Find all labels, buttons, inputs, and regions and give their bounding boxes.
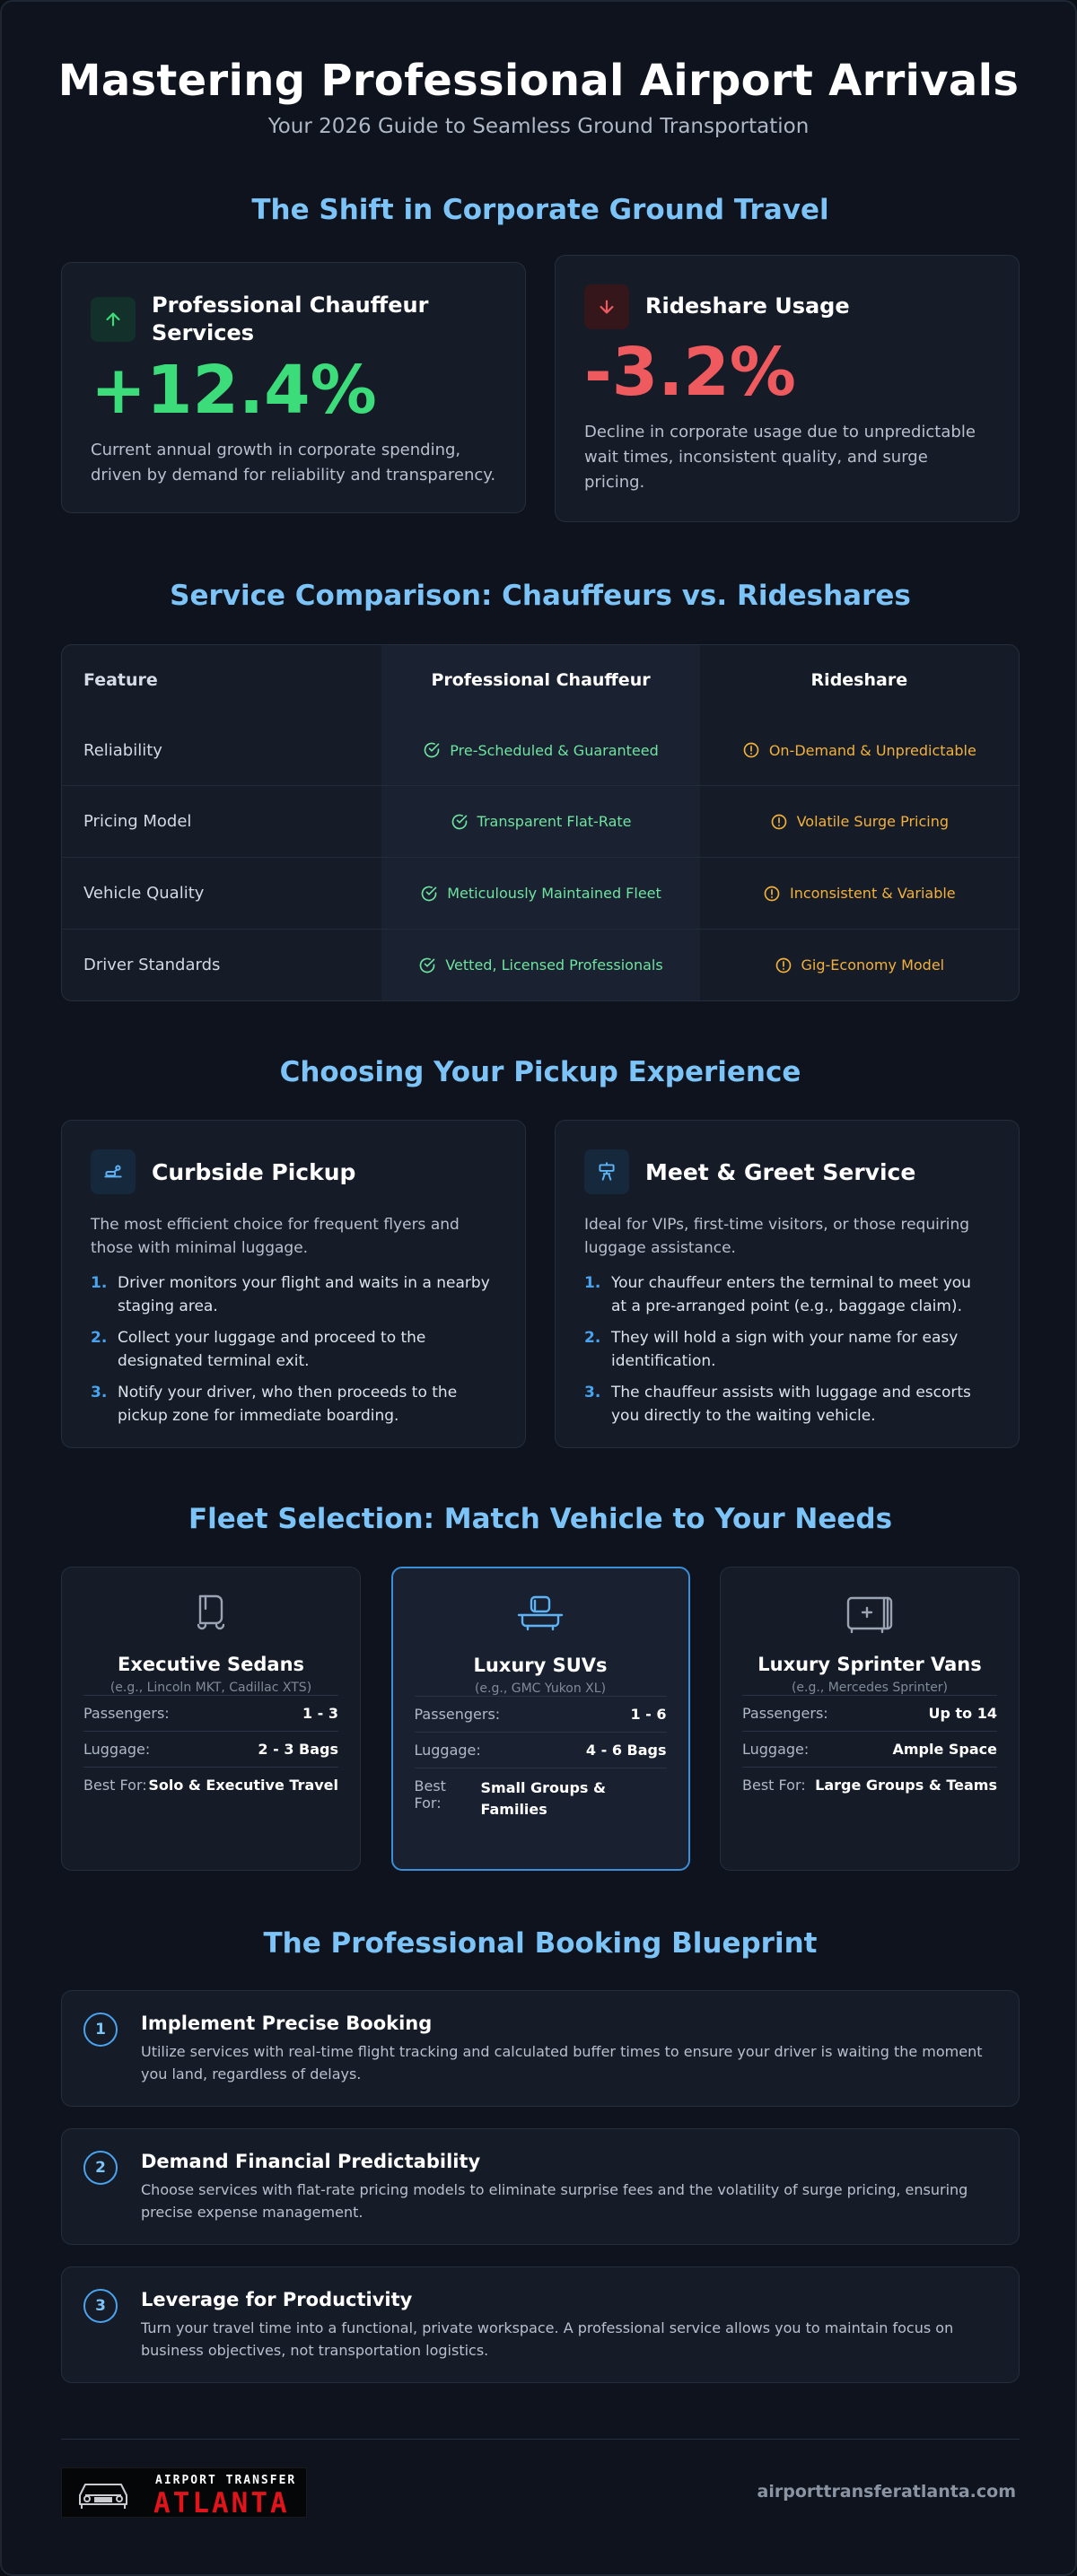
list-item: 2. Collect your luggage and proceed to the designated terminal exit. <box>91 1329 426 1370</box>
chauffeur-stat-value: +12.4% <box>91 352 377 430</box>
passengers-spec: Passengers: 1 - 3 <box>83 1695 338 1731</box>
luggage-spec: Luggage: Ample Space <box>742 1731 997 1767</box>
comparison-section-title: Service Comparison: Chauffeurs vs. Rideshares <box>170 580 911 612</box>
chauffeur-stat-label: Professional Chauffeur Services <box>152 293 429 346</box>
list-item: 1. Your chauffeur enters the terminal to meet you at a pre-arranged point (e.g., baggage claim). <box>584 1274 971 1315</box>
rideshare-cell: Volatile Surge Pricing <box>700 786 1019 857</box>
table-header-feature: Feature <box>83 670 158 690</box>
alert-circle-icon <box>742 741 760 759</box>
meet-greet-steps-list <box>584 1272 990 1428</box>
page-title: Mastering Professional Airport Arrivals <box>57 56 1020 106</box>
curbside-pickup-icon <box>91 1149 136 1194</box>
luggage-spec: Luggage: 4 - 6 Bags <box>415 1732 667 1768</box>
check-circle-icon <box>451 813 468 831</box>
rideshare-cell: Gig-Economy Model <box>700 930 1019 1000</box>
alert-circle-icon <box>775 956 792 974</box>
vehicle-examples: (e.g., Lincoln MKT, Cadillac XTS) <box>109 1681 312 1695</box>
alert-circle-icon <box>763 885 781 903</box>
table-header-chauffeur: Professional Chauffeur <box>381 645 699 715</box>
blueprint-step-description: Choose services with flat-rate pricing models to eliminate surprise fees and the volatility of surge pricing, ensuring precise expense management. <box>141 2181 968 2221</box>
chauffeur-cell: Pre-Scheduled & Guaranteed <box>381 715 699 785</box>
rideshare-stat-card <box>555 255 1020 522</box>
vehicle-name: Luxury SUVs <box>473 1655 608 1676</box>
website-link[interactable]: airporttransferatlanta.com <box>757 2482 1016 2502</box>
chauffeur-stat-description: Current annual growth in corporate spending, driven by demand for reliability and transparency. <box>91 441 496 485</box>
blueprint-step-description: Turn your travel time into a functional, private workspace. A professional service allows you to maintain focus on business objectives, not transportation logistics. <box>141 2319 954 2359</box>
vehicle-name: Luxury Sprinter Vans <box>757 1654 982 1675</box>
feature-cell: Vehicle Quality <box>83 884 205 903</box>
table-row <box>62 715 1019 785</box>
fleet-cards <box>61 1567 1020 1871</box>
luggage-spec: Luggage: 2 - 3 Bags <box>83 1731 338 1767</box>
van-card <box>720 1567 1020 1871</box>
best-for-spec: Best For: Solo & Executive Travel <box>83 1767 338 1803</box>
list-item: 1. Driver monitors your flight and waits in a nearby staging area. <box>91 1274 490 1315</box>
feature-cell: Reliability <box>83 740 162 760</box>
chauffeur-cell: Vetted, Licensed Professionals <box>381 930 699 1000</box>
table-header-row <box>62 645 1019 715</box>
vehicle-examples: (e.g., GMC Yukon XL) <box>474 1681 607 1696</box>
step-number-badge: 2 <box>83 2151 118 2185</box>
list-item: 2. They will hold a sign with your name for easy identification. <box>584 1329 959 1370</box>
passengers-spec: Passengers: 1 - 6 <box>415 1696 667 1732</box>
feature-cell: Driver Standards <box>83 956 221 974</box>
blueprint-step-description: Utilize services with real-time flight tracking and calculated buffer times to ensure your driver is waiting the moment you land, regardless of delays. <box>141 2043 983 2083</box>
sedan-icon <box>83 1593 338 1641</box>
list-item: 3. Notify your driver, who then proceeds to the pickup zone for immediate boarding. <box>91 1384 458 1425</box>
comparison-table <box>61 644 1020 1001</box>
check-circle-icon <box>420 885 438 903</box>
arrow-up-icon <box>91 297 136 342</box>
curbside-pickup-card <box>61 1120 526 1448</box>
chauffeur-cell: Meticulously Maintained Fleet <box>381 858 699 929</box>
best-for-spec: Best For: Small Groups & Families <box>415 1768 667 1829</box>
blueprint-step-title: Implement Precise Booking <box>141 2013 433 2034</box>
blueprint-step-title: Leverage for Productivity <box>141 2289 413 2310</box>
check-circle-icon <box>418 956 436 974</box>
blueprint-section-title: The Professional Booking Blueprint <box>263 1927 818 1960</box>
page-subtitle: Your 2026 Guide to Seamless Ground Transportation <box>267 115 810 138</box>
passengers-spec: Passengers: Up to 14 <box>742 1695 997 1731</box>
footer-divider <box>61 2439 1020 2440</box>
curbside-steps-list <box>91 1272 496 1428</box>
step-number-badge: 3 <box>83 2289 118 2323</box>
meet-greet-card <box>555 1120 1020 1448</box>
step-number-badge: 1 <box>83 2013 118 2047</box>
table-row <box>62 857 1019 929</box>
blueprint-step-1 <box>61 1990 1020 2107</box>
rideshare-stat-value: -3.2% <box>584 334 796 411</box>
stats-row <box>61 262 1020 522</box>
van-icon <box>742 1593 997 1641</box>
hero-header <box>2 2 1075 138</box>
blueprint-step-3 <box>61 2266 1020 2383</box>
car-logo-icon <box>74 2476 132 2515</box>
chauffeur-cell: Transparent Flat-Rate <box>381 786 699 857</box>
arrow-down-icon <box>584 284 629 329</box>
blueprint-step-title: Demand Financial Predictability <box>141 2151 481 2172</box>
rideshare-stat-label: Rideshare Usage <box>645 293 850 319</box>
rideshare-cell: Inconsistent & Variable <box>700 858 1019 929</box>
vehicle-examples: (e.g., Mercedes Sprinter) <box>791 1681 949 1695</box>
meet-greet-title: Meet & Greet Service <box>645 1158 916 1185</box>
check-circle-icon <box>423 741 441 759</box>
suv-card <box>391 1567 690 1871</box>
pickup-options <box>61 1120 1020 1448</box>
table-row <box>62 785 1019 857</box>
rideshare-cell: On-Demand & Unpredictable <box>700 715 1019 785</box>
sedan-card <box>61 1567 361 1871</box>
best-for-spec: Best For: Large Groups & Teams <box>742 1767 997 1803</box>
curbside-pickup-title: Curbside Pickup <box>152 1158 356 1185</box>
blueprint-step-2 <box>61 2128 1020 2245</box>
fleet-section-title: Fleet Selection: Match Vehicle to Your Needs <box>188 1503 893 1535</box>
table-row <box>62 929 1019 1000</box>
meet-greet-sign-icon <box>584 1149 629 1194</box>
shift-section-title: The Shift in Corporate Ground Travel <box>251 194 829 226</box>
feature-cell: Pricing Model <box>83 812 192 831</box>
suv-icon <box>415 1594 667 1642</box>
pickup-section-title: Choosing Your Pickup Experience <box>279 1056 801 1088</box>
logo-wordmark: ATLANTA <box>153 2487 290 2519</box>
vehicle-name: Executive Sedans <box>117 1654 305 1675</box>
company-logo[interactable] <box>61 2467 307 2518</box>
alert-circle-icon <box>770 813 788 831</box>
logo-tagline: AIRPORT TRANSFER <box>155 2474 297 2487</box>
list-item: 3. The chauffeur assists with luggage and escorts you directly to the waiting vehicle. <box>584 1384 971 1425</box>
curbside-pickup-description: The most efficient choice for frequent flyers and those with minimal luggage. <box>91 1216 460 1257</box>
chauffeur-stat-card <box>61 262 526 513</box>
table-header-rideshare: Rideshare <box>810 670 908 690</box>
meet-greet-description: Ideal for VIPs, first-time visitors, or those requiring luggage assistance. <box>584 1216 970 1257</box>
rideshare-stat-description: Decline in corporate usage due to unpredictable wait times, inconsistent quality, and surge pricing. <box>584 423 976 492</box>
